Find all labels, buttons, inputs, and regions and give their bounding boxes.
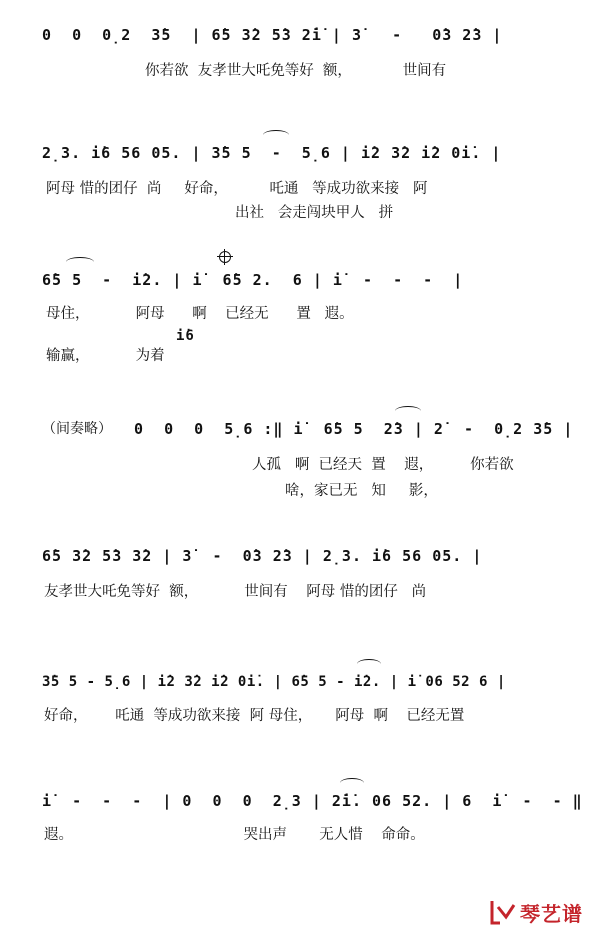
lyric-line: 出社 会走闯块甲人 拼	[46, 205, 394, 221]
interlude-label: （间奏略）	[42, 421, 112, 437]
site-logo	[488, 897, 598, 927]
coda-sign	[219, 251, 231, 263]
jianpu-notes: 2̣3. i̇6 56 05. | 3̇5 5 - 5̣6 | i̇2 3̇2 i̇2 0i̇. |	[42, 144, 502, 162]
lyric-line: 阿母 惜的团仔 尚 好命， 吒通 等成功欲来接 阿	[46, 181, 428, 197]
jianpu-notes: 0 0 0 5̣6 :‖ i̇ 6̇5 5 2̇3 | 2̇ - 0̣2 3̇5 |	[134, 420, 574, 438]
lyric-line: 人孤 啊 已经天 置 遐， 你若欲	[252, 457, 514, 473]
lyric-line: 遐。 哭出声 无人惜 命命。	[44, 827, 425, 843]
lyric-line: 好命， 吒通 等成功欲来接 阿 母住， 阿母 啊 已经无置	[44, 708, 465, 724]
logo-mark-icon	[488, 897, 518, 927]
jianpu-notes: 0 0 0̣2 3̇5 | 6̇5 3̇2 5̇3 2̇i̇ | 3̇ - 0̇3 2̇3 |	[42, 26, 503, 44]
lyric-line: 母住， 阿母 啊 已经无 置 遐。	[46, 306, 354, 322]
jianpu-notes: i̇ - - - | 0 0 0 2̣3 | 2̇i̇. 06 52. | 6 i̇ - - ‖	[42, 792, 583, 810]
jianpu-notes: 3̇5 5 - 5̣6 | i̇2 3̇2 i̇2 0i̇. | 6̇5 5 - i̇2. | i̇ 06 52 6 |	[42, 674, 506, 690]
logo-text: 琴艺谱	[520, 902, 583, 926]
lyric-line: 友孝世大吒免等好 额， 世间有 阿母 惜的团仔 尚	[44, 584, 427, 600]
jianpu-notes: 6̇5 3̇2 5̇3 3̇2 | 3̇ - 0̇3 2̇3 | 2̣3. i̇6 56 05. |	[42, 547, 483, 565]
alt-lyric-notes: i̇6	[176, 328, 195, 344]
lyric-line: 你若欲 友孝世大吒免等好 额， 世间有	[145, 63, 447, 79]
lyric-line: 输赢， 为着	[46, 348, 165, 364]
lyric-line: 啥，家已无 知 影，	[285, 483, 438, 499]
jianpu-notes: 6̇5 5 - i̇2. | i̇ 6̇5 2. 6 | i̇ - - - |	[42, 271, 464, 289]
